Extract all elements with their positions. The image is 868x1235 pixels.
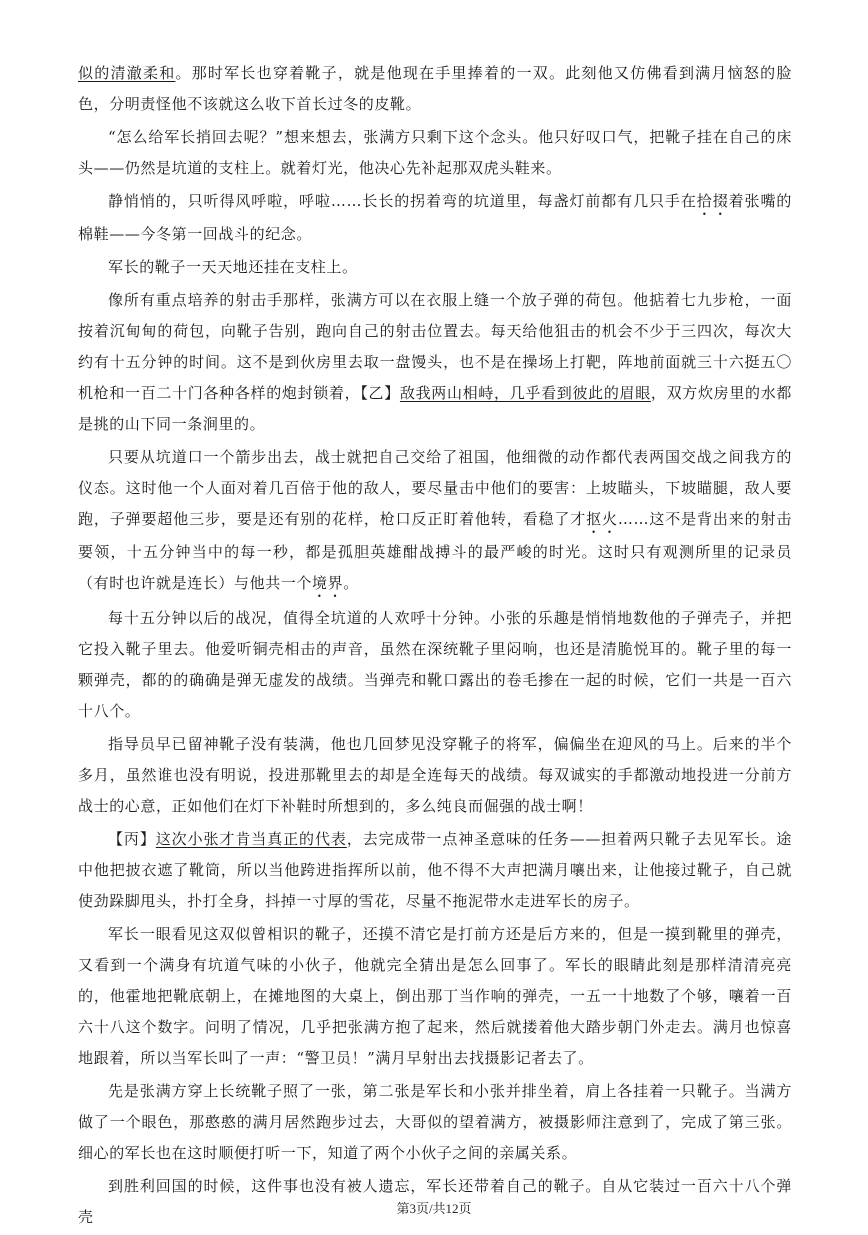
underlined-text: 这次小张才肯当真正的代表 <box>155 830 347 848</box>
emphasized-text: 抠火 <box>586 510 618 528</box>
paragraph-p11 <box>78 1076 792 1169</box>
text-segment: ，双方炊房里的水都是挑的山下同一条涧里的。 <box>78 384 792 433</box>
text-segment: 军长一眼看见这双似曾相识的靴子，还摸不清它是打前方还是后方来的，但是一摸到靴里的弹壳，又看到一个满身有坑道气味的小伙子，他就完全猜出是怎么回事了。军长的眼睛此刻是那样清清亮亮的，他霍地把靴底朝上，在摊地图的大桌上，倒出那丁当作响的弹壳，一五一十地数了个够，嚷着一百六十八这个数字。问明了情况，几乎把张满方抱了起来，然后就搂着他大踏步朝门外走去。满月也惊喜地跟着，所以当军长叫了一声：“警卫员！”满月早射出去找摄影记者去了。 <box>78 925 792 1067</box>
paragraph-p2 <box>78 122 792 184</box>
text-segment: 像所有重点培养的射击手那样，张满方可以在衣服上缝一个放子弹的荷包。他掂着七九步枪，一面按着沉甸甸的荷包，向靴子告别，跑向自己的射击位置去。每天给他狙击的机会不少于三四次，每次大约有十五分钟的时间。这不是到伙房里去取一盘馒头，也不是在操场上打靶，阵地前面就三十六挺五〇机枪和一百二十门各种各样的炮封锁着，【乙】 <box>78 291 792 402</box>
text-segment: 到胜利回国的时候，这件事也没有被人遗忘，军长还带着自己的靴子。自从它装过一百六十八个弹壳 <box>78 1177 792 1226</box>
text-segment: 只要从坑道口一个箭步出去，战士就把自己交给了祖国，他细微的动作都代表两国交战之间我方的仪态。这时他一个人面对着几百倍于他的敌人，要尽量击中他们的要害：上坡瞄头，下坡瞄腿，敌人要跑，子弹要超他三步，要是还有别的花样，枪口反正盯着他转，看稳了才 <box>78 448 792 528</box>
text-segment: 。 <box>343 574 359 592</box>
text-segment: ，去完成带一点神圣意味的任务——担着两只靴子去见军长。途中他把披衣遮了靴筒，所以当他跨进指挥所以前，他不得不大声把满月嚷出来，让他接过靴子，自己就使劲跺脚甩头，扑打全身，抖掉一寸厚的雪花，尽量不拖泥带水走进军长的房子。 <box>78 830 792 910</box>
text-segment: 着张嘴的棉鞋——今冬第一回战斗的纪念。 <box>78 192 792 243</box>
underlined-text: 似的清澈柔和 <box>78 64 176 82</box>
emphasized-text: 境界 <box>312 574 344 592</box>
text-segment: 每十五分钟以后的战况，值得全坑道的人欢呼十分钟。小张的乐趣是悄悄地数他的子弹壳子，并把它投入靴子里去。他爱听铜壳相击的声音，虽然在深统靴子里闷响，也还是清脆悦耳的。靴子里的每一颗弹壳，都的的确确是弹无虚发的战绩。当弹壳和靴口露出的卷毛掺在一起的时候，它们一共是一百六十八个。 <box>78 609 792 720</box>
text-segment: 静悄悄的，只听得风呼啦，呼啦……长长的拐着弯的坑道里，每盏灯前都有几只手在 <box>108 192 697 210</box>
paragraph-p10 <box>78 919 792 1074</box>
text-segment: 军长的靴子一天天地还挂在支柱上。 <box>108 258 358 276</box>
paragraph-p5 <box>78 285 792 440</box>
document-body <box>78 58 792 1235</box>
text-segment: ……这不是背出来的射击要领，十五分钟当中的每一秒，都是孤胆英雄酣战搏斗的最严峻的时光。这时只有观测所里的记录员（有时也许就是连长）与他共一个 <box>78 510 792 592</box>
text-segment: 。那时军长也穿着靴子，就是他现在手里捧着的一双。此刻他又仿佛看到满月恼怒的脸色，分明责怪他不该就这么收下首长过冬的皮靴。 <box>78 64 792 113</box>
paragraph-p9 <box>78 824 792 917</box>
paragraph-p1 <box>78 58 792 120</box>
text-segment: “怎么给军长捎回去呢？”想来想去，张满方只剩下这个念头。他只好叹口气，把靴子挂在自己的床头——仍然是坑道的支柱上。就着灯光，他决心先补起那双虎头鞋来。 <box>78 128 792 177</box>
paragraph-p3 <box>78 186 792 250</box>
paragraph-p8 <box>78 729 792 822</box>
paragraph-p6 <box>78 442 792 601</box>
emphasized-text: 拾掇 <box>696 192 729 210</box>
paragraph-p4 <box>78 252 792 283</box>
paragraph-p7 <box>78 603 792 727</box>
text-segment: 【丙】 <box>108 830 156 848</box>
text-segment: 先是张满方穿上长统靴子照了一张，第二张是军长和小张并排坐着，肩上各挂着一只靴子。当满方做了一个眼色，那憨憨的满月居然跑步过去，大哥似的望着满方，被摄影师注意到了，完成了第三张。细心的军长也在这时顺便打听一下，知道了两个小伙子之间的亲属关系。 <box>78 1082 792 1162</box>
text-segment: 指导员早已留神靴子没有装满，他也几回梦见没穿靴子的将军，偏偏坐在迎风的马上。后来的半个多月，虽然谁也没有明说，投进那靴里去的却是全连每天的战绩。每双诚实的手都激动地投进一分前方战士的心意，正如他们在灯下补鞋时所想到的，多么纯良而倔强的战士啊！ <box>78 735 792 815</box>
underlined-text: 敌我两山相峙，几乎看到彼此的眉眼 <box>399 384 651 402</box>
page-number: 第3页/共12页 <box>396 1201 472 1216</box>
